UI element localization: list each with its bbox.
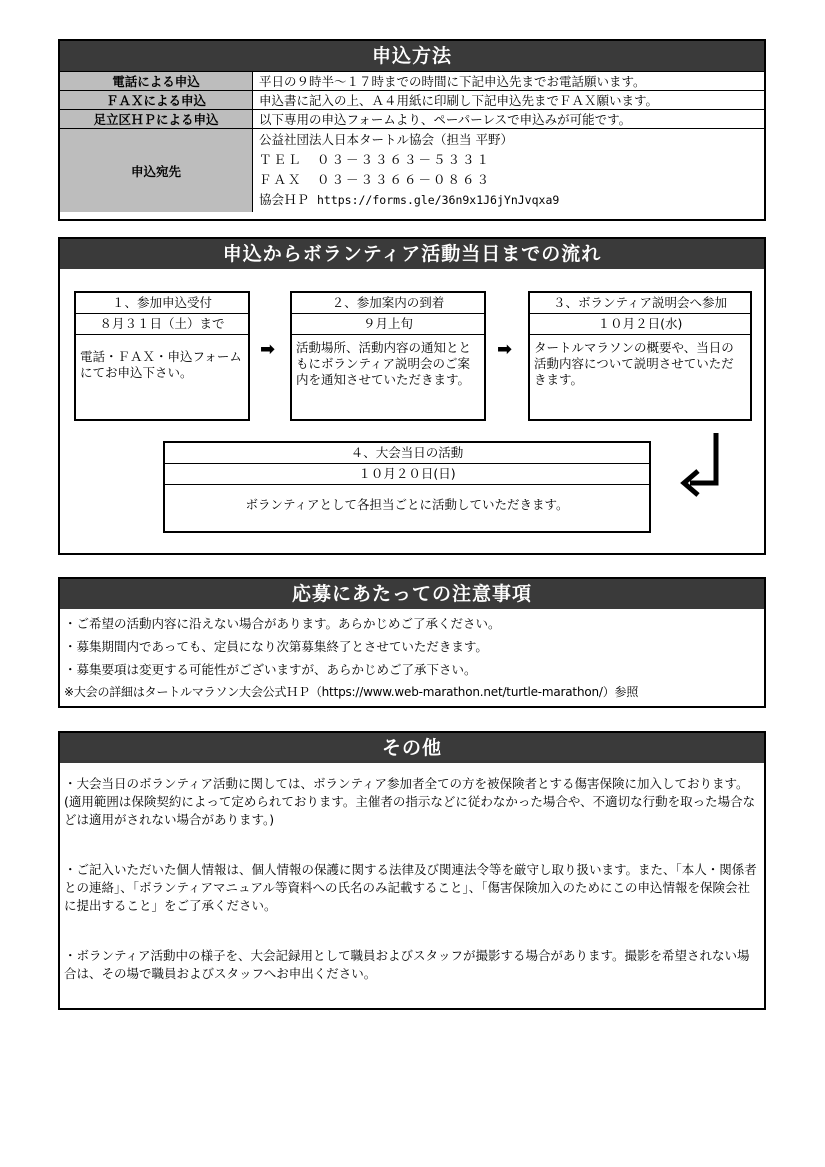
other-section xyxy=(58,731,766,1010)
other-paragraph: ・大会当日のボランティア活動に関しては、ボランティア参加者全ての方を被保険者とする傷害保険に加入しております。(適用範囲は保険契約によって定められております。主催者の指示などに従わなかった場合や、不適切な行動を取った場合などは適用がされない場合があります。) xyxy=(64,776,756,827)
apply-row-value: 以下専用の申込フォームより、ペーパーレスで申込みが可能です。 xyxy=(259,112,632,127)
apply-row-phone xyxy=(60,71,764,90)
flow-step-text: タートルマラソンの概要や、当日の活動内容について説明させていただきます。 xyxy=(534,340,734,387)
contact-tel: ＴＥＬ ０３－３３６３－５３３１ xyxy=(259,152,492,167)
apply-row-label: 足立区ＨＰによる申込 xyxy=(60,110,253,128)
contact-org: 公益社団法人日本タートル協会（担当 平野） xyxy=(259,132,513,147)
flow-step-text: 活動場所、活動内容の通知とともにボランティア説明会のご案内を通知させていただきます。 xyxy=(296,340,472,387)
flow-step-head: ２、参加案内の到着 xyxy=(292,293,484,314)
flow-arrow-icon: ➡ xyxy=(497,339,513,360)
flow-step-4 xyxy=(163,441,651,533)
note-item: ・募集要項は変更する可能性がございますが、あらかじめご了承下さい。 xyxy=(64,662,477,677)
flow-step-text: 電話・ＦＡＸ・申込フォームにてお申込下さい。 xyxy=(80,349,242,380)
contact-details xyxy=(253,129,764,212)
other-title: その他 xyxy=(60,733,764,763)
other-paragraph: ・ご記入いただいた個人情報は、個人情報の保護に関する法律及び関連法令等を厳守し取り扱います。また、「本人・関係者との連絡」、「ボランティアマニュアル等資料への氏名のみ記載すること」、「傷害保険加入のためにこの申込情報を保険会社に提出すること」をご了承ください。 xyxy=(64,862,757,913)
contact-hp-label: 協会ＨＰ xyxy=(259,192,310,207)
flow-step-1 xyxy=(74,291,250,421)
flow-arrow-icon: ➡ xyxy=(260,339,276,360)
notes-section xyxy=(58,577,766,708)
flow-step-head: ４、大会当日の活動 xyxy=(165,443,649,464)
apply-row-fax xyxy=(60,90,764,109)
flow-step-head: １、参加申込受付 xyxy=(76,293,248,314)
return-arrow-icon xyxy=(676,429,728,497)
flow-step-date: １０月２０日(日) xyxy=(165,464,649,485)
apply-row-label: ＦＡＸによる申込 xyxy=(60,91,253,109)
note-item: ・募集期間内であっても、定員になり次第募集終了とさせていただきます。 xyxy=(64,639,488,654)
flow-step-head: ３、ボランティア説明会へ参加 xyxy=(530,293,750,314)
apply-method-section xyxy=(58,39,766,221)
flow-step-text: ボランティアとして各担当ごとに活動していただきます。 xyxy=(245,497,569,512)
apply-row-label: 電話による申込 xyxy=(60,72,253,90)
apply-method-title: 申込方法 xyxy=(60,41,764,71)
flow-step-date: ９月上旬 xyxy=(292,314,484,335)
note-item: ※大会の詳細はタートルマラソン大会公式ＨＰ（https://www.web-marathon.net/turtle-marathon/）参照 xyxy=(64,685,639,699)
flow-step-date: ８月３１日（土）まで xyxy=(76,314,248,335)
apply-row-web xyxy=(60,109,764,128)
contact-hp-link[interactable]: https://forms.gle/36n9x1J6jYnJvqxa9 xyxy=(316,193,560,207)
flow-step-2 xyxy=(290,291,486,421)
apply-row-value: 平日の９時半～１７時までの時間に下記申込先までお電話願います。 xyxy=(259,74,646,89)
flow-section xyxy=(58,237,766,555)
note-item: ・ご希望の活動内容に沿えない場合があります。あらかじめご了承ください。 xyxy=(64,616,501,631)
other-paragraph: ・ボランティア活動中の様子を、大会記録用として職員およびスタッフが撮影する場合があります。撮影を希望されない場合は、その場で職員およびスタッフへお申出ください。 xyxy=(64,948,750,981)
apply-row-contact xyxy=(60,128,764,212)
contact-fax: ＦＡＸ ０３－３３６６－０８６３ xyxy=(259,172,492,187)
flow-title: 申込からボランティア活動当日までの流れ xyxy=(60,239,764,269)
contact-label: 申込宛先 xyxy=(60,129,253,212)
flow-step-date: １０月２日(水) xyxy=(530,314,750,335)
flow-step-3 xyxy=(528,291,752,421)
apply-row-value: 申込書に記入の上、Ａ４用紙に印刷し下記申込先までＦＡＸ願います。 xyxy=(259,93,659,108)
contact-hp xyxy=(259,190,764,210)
notes-title: 応募にあたっての注意事項 xyxy=(60,579,764,609)
